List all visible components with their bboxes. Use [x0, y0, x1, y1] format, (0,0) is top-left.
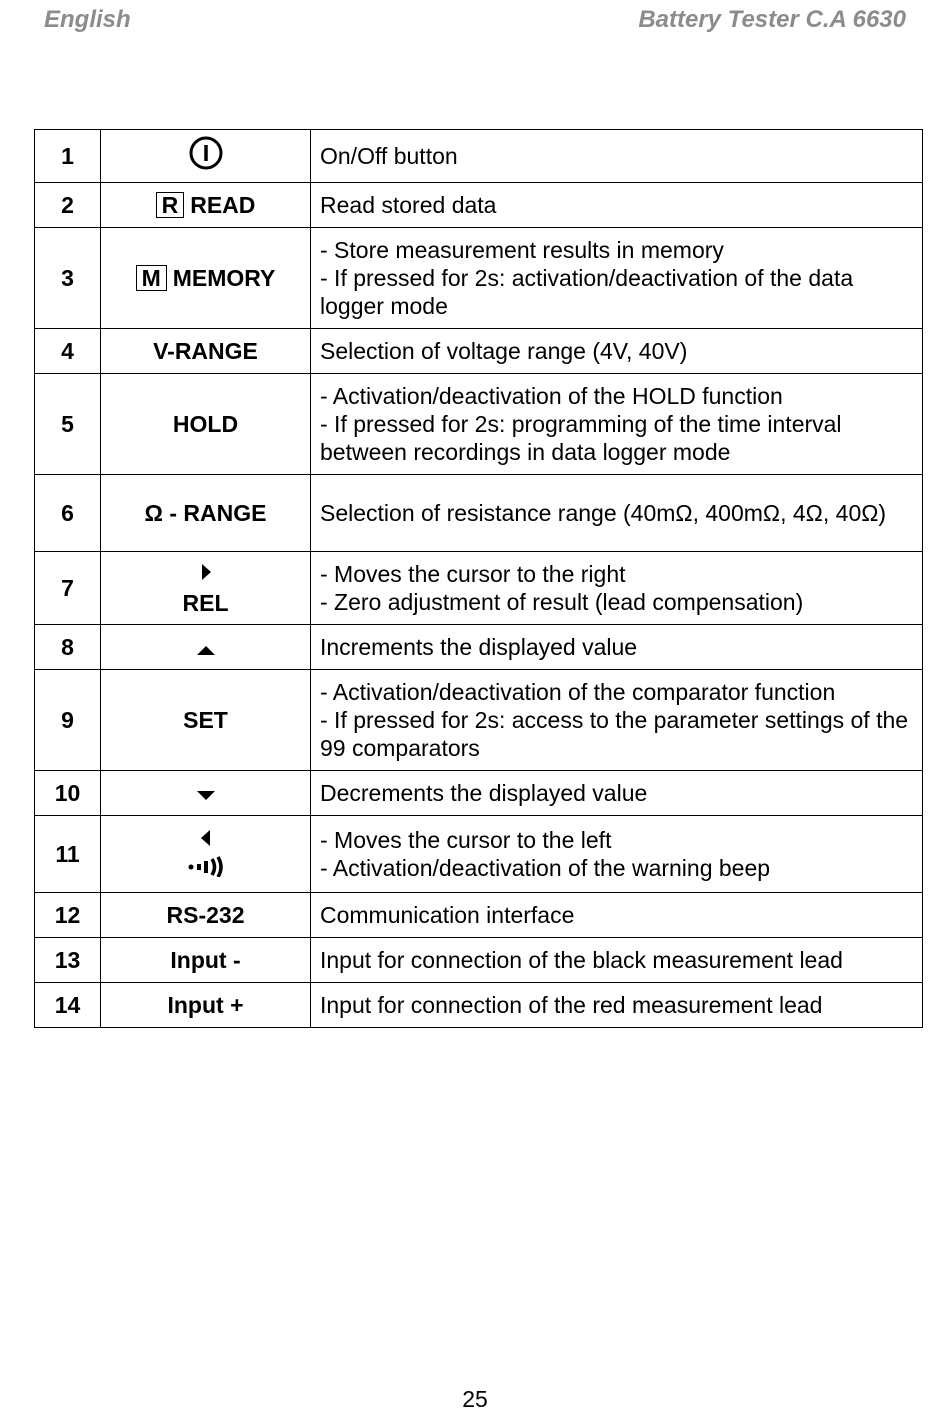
description-line: - Zero adjustment of result (lead compensation): [320, 589, 804, 615]
table-row: [35, 771, 923, 816]
description-cell: [311, 329, 923, 374]
description-cell: [311, 771, 923, 816]
page-number: 25: [462, 1386, 488, 1412]
power-icon: [188, 135, 224, 177]
row-number: 9: [35, 670, 101, 771]
description-cell: [311, 374, 923, 475]
row-number: 1: [35, 130, 101, 183]
key-label: Ω - RANGE: [144, 500, 267, 526]
description-cell: [311, 938, 923, 983]
key-label: MEMORY: [172, 265, 276, 291]
row-number: 2: [35, 183, 101, 228]
row-number: 12: [35, 893, 101, 938]
key-box-label: R: [156, 192, 185, 218]
key-label: Input +: [167, 992, 244, 1018]
key-label: REL: [182, 590, 229, 616]
key-label: READ: [190, 192, 256, 218]
table-row: [35, 183, 923, 228]
table-row: [35, 374, 923, 475]
table-row: [35, 329, 923, 374]
key-label: V-RANGE: [153, 338, 258, 364]
description-cell: [311, 625, 923, 670]
description-line: - Activation/deactivation of the warning beep: [320, 855, 771, 881]
key-label: Input -: [170, 947, 241, 973]
table-row: [35, 130, 923, 183]
triangle-right-icon: [200, 559, 212, 587]
row-number: 4: [35, 329, 101, 374]
description-line: - If pressed for 2s: programming of the time interval between recordings in data logger mode: [320, 411, 842, 465]
key-cell: [101, 938, 311, 983]
description-cell: [311, 983, 923, 1028]
key-cell: [101, 374, 311, 475]
table-row: [35, 983, 923, 1028]
row-number: 14: [35, 983, 101, 1028]
key-cell: [101, 552, 311, 625]
description-line: Input for connection of the red measurement lead: [320, 992, 823, 1018]
table-row: [35, 475, 923, 552]
table-row: [35, 893, 923, 938]
description-line: - Activation/deactivation of the HOLD function: [320, 383, 783, 409]
header-language: English: [44, 6, 131, 33]
description-cell: [311, 670, 923, 771]
key-label: SET: [183, 707, 228, 733]
key-cell: [101, 475, 311, 552]
triangle-left-icon: [200, 825, 212, 853]
table-row: [35, 228, 923, 329]
key-cell: [101, 816, 311, 893]
description-line: - If pressed for 2s: access to the parameter settings of the 99 comparators: [320, 707, 909, 761]
description-cell: [311, 130, 923, 183]
row-number: 10: [35, 771, 101, 816]
description-cell: [311, 893, 923, 938]
description-line: - Moves the cursor to the left: [320, 827, 612, 853]
key-cell: [101, 130, 311, 183]
table-row: [35, 938, 923, 983]
key-cell: [101, 893, 311, 938]
row-number: 13: [35, 938, 101, 983]
row-number: 6: [35, 475, 101, 552]
key-label: RS-232: [166, 902, 245, 928]
header-document-title: Battery Tester C.A 6630: [638, 6, 906, 33]
key-cell: [101, 228, 311, 329]
description-line: - Store measurement results in memory: [320, 237, 724, 263]
key-cell: [101, 771, 311, 816]
description-cell: [311, 552, 923, 625]
description-cell: [311, 475, 923, 552]
description-line: Increments the displayed value: [320, 634, 638, 660]
row-number: 7: [35, 552, 101, 625]
description-line: Communication interface: [320, 902, 575, 928]
table-row: [35, 670, 923, 771]
key-label: HOLD: [172, 411, 239, 437]
description-cell: [311, 228, 923, 329]
table-row: [35, 816, 923, 893]
key-function-table: [34, 129, 923, 1028]
key-cell: [101, 183, 311, 228]
description-line: Input for connection of the black measurement lead: [320, 947, 843, 973]
description-line: Decrements the displayed value: [320, 780, 648, 806]
description-cell: [311, 816, 923, 893]
description-line: Selection of voltage range (4V, 40V): [320, 338, 688, 364]
description-line: Read stored data: [320, 192, 497, 218]
description-line: On/Off button: [320, 143, 458, 169]
description-cell: [311, 183, 923, 228]
row-number: 8: [35, 625, 101, 670]
row-number: 3: [35, 228, 101, 329]
triangle-down-icon: [196, 780, 216, 808]
triangle-up-icon: [196, 634, 216, 662]
key-cell: [101, 329, 311, 374]
description-line: - If pressed for 2s: activation/deactivation of the data logger mode: [320, 265, 854, 319]
beep-icon: [187, 855, 225, 883]
key-cell: [101, 625, 311, 670]
description-line: Selection of resistance range (40mΩ, 400mΩ, 4Ω, 40Ω): [320, 500, 887, 526]
table-row: [35, 552, 923, 625]
table-row: [35, 625, 923, 670]
description-line: - Activation/deactivation of the comparator function: [320, 679, 836, 705]
key-cell: [101, 983, 311, 1028]
key-cell: [101, 670, 311, 771]
row-number: 11: [35, 816, 101, 893]
row-number: 5: [35, 374, 101, 475]
key-box-label: M: [136, 265, 167, 291]
description-line: - Moves the cursor to the right: [320, 561, 626, 587]
